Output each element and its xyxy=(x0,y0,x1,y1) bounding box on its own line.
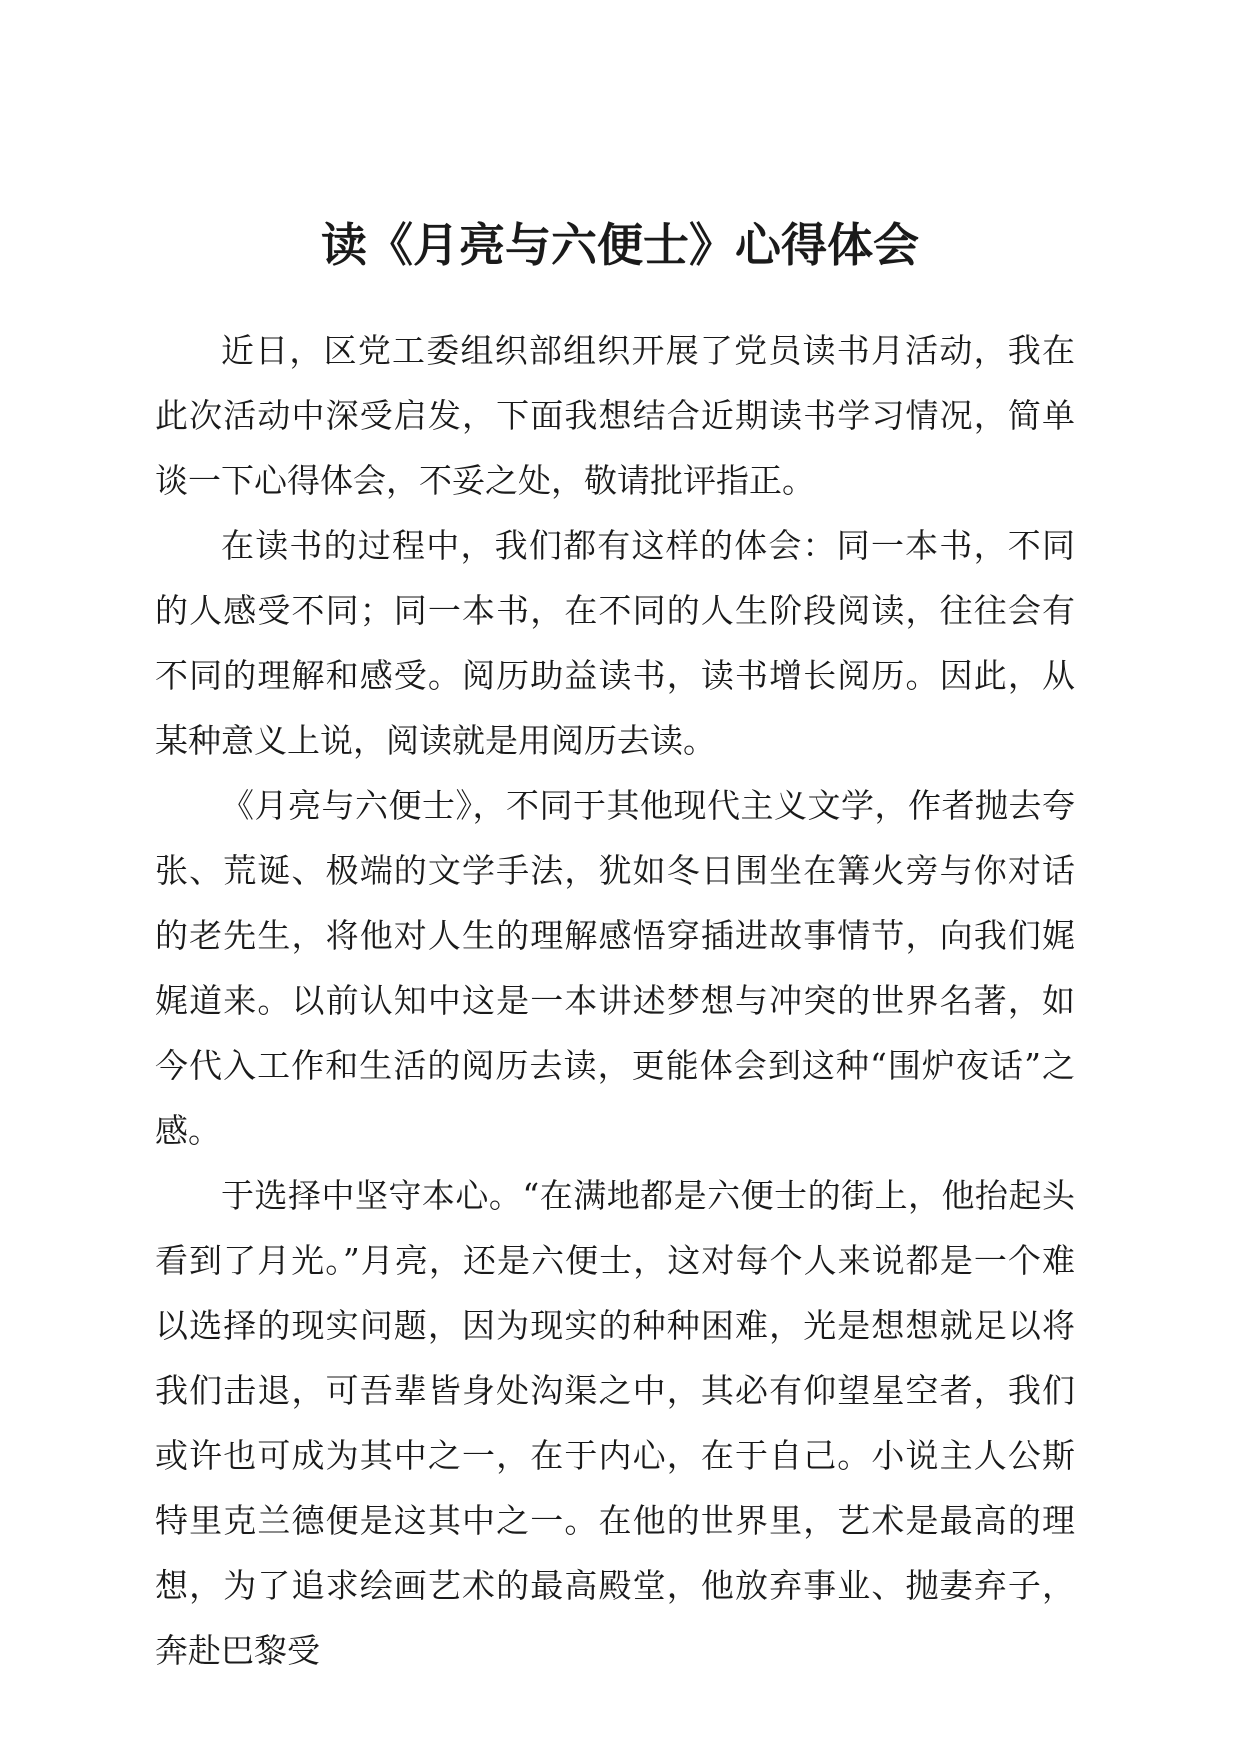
paragraph-4: 于选择中坚守本心。“在满地都是六便士的街上，他抬起头看到了月光。”月亮，还是六便士，这对每个人来说都是一个难以选择的现实问题，因为现实的种种困难，光是想想就足以将我们击退，可吾辈皆身处沟渠之中，其必有仰望星空者，我们或许也可成为其中之一，在于内心，在于自己。小说主人公斯特里克兰德便是这其中之一。在他的世界里，艺术是最高的理想，为了追求绘画艺术的最高殿堂，他放弃事业、抛妻弃子，奔赴巴黎受 xyxy=(155,1176,1075,1670)
paragraph-3: 《月亮与六便士》，不同于其他现代主义文学，作者抛去夸张、荒诞、极端的文学手法，犹如冬日围坐在篝火旁与你对话的老先生，将他对人生的理解感悟穿插进故事情节，向我们娓娓道来。以前认知中这是一本讲述梦想与冲突的世界名著，如今代入工作和生活的阅历去读，更能体会到这种“围炉夜话”之感。 xyxy=(155,786,1075,1150)
document-body xyxy=(155,318,1075,1683)
paragraph-2: 在读书的过程中，我们都有这样的体会：同一本书，不同的人感受不同；同一本书，在不同的人生阶段阅读，往往会有不同的理解和感受。阅历助益读书，读书增长阅历。因此，从某种意义上说，阅读就是用阅历去读。 xyxy=(155,526,1075,760)
document-title: 读《月亮与六便士》心得体会 xyxy=(321,218,919,272)
paragraph-1: 近日，区党工委组织部组织开展了党员读书月活动，我在此次活动中深受启发，下面我想结合近期读书学习情况，简单谈一下心得体会，不妥之处，敬请批评指正。 xyxy=(155,331,1075,500)
